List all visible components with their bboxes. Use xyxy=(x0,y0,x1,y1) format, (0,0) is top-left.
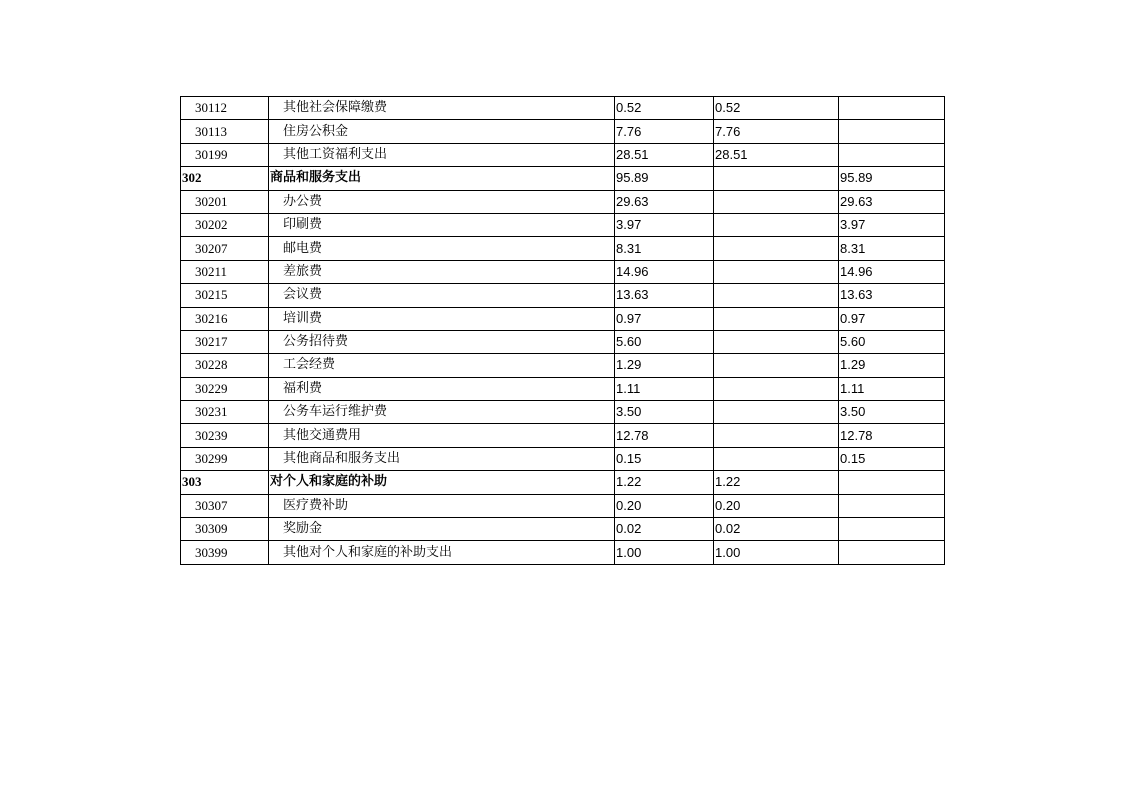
table-body xyxy=(181,97,945,565)
basic-expenditure-cell xyxy=(714,401,839,424)
project-expenditure-cell: 8.31 xyxy=(839,237,945,260)
economic-code-cell: 30112 xyxy=(181,97,269,120)
economic-code-cell: 30299 xyxy=(181,447,269,470)
basic-expenditure-cell xyxy=(714,307,839,330)
item-name-cell: 差旅费 xyxy=(269,260,615,283)
table-row xyxy=(181,494,945,517)
table-row xyxy=(181,424,945,447)
project-expenditure-cell xyxy=(839,97,945,120)
project-expenditure-cell: 0.97 xyxy=(839,307,945,330)
item-name-cell: 公务招待费 xyxy=(269,330,615,353)
economic-code-cell: 30207 xyxy=(181,237,269,260)
item-name-cell: 会议费 xyxy=(269,284,615,307)
total-amount-cell: 5.60 xyxy=(615,330,714,353)
total-amount-cell: 7.76 xyxy=(615,120,714,143)
project-expenditure-cell xyxy=(839,471,945,494)
project-expenditure-cell: 14.96 xyxy=(839,260,945,283)
item-name-cell: 住房公积金 xyxy=(269,120,615,143)
total-amount-cell: 13.63 xyxy=(615,284,714,307)
total-amount-cell: 95.89 xyxy=(615,167,714,190)
basic-expenditure-cell xyxy=(714,354,839,377)
basic-expenditure-cell xyxy=(714,330,839,353)
category-row xyxy=(181,167,945,190)
economic-code-cell: 30211 xyxy=(181,260,269,283)
basic-expenditure-cell xyxy=(714,424,839,447)
total-amount-cell: 28.51 xyxy=(615,143,714,166)
expenditure-table xyxy=(180,96,945,565)
project-expenditure-cell xyxy=(839,541,945,564)
table-row xyxy=(181,447,945,470)
project-expenditure-cell: 13.63 xyxy=(839,284,945,307)
table-row xyxy=(181,377,945,400)
basic-expenditure-cell xyxy=(714,237,839,260)
item-name-cell: 工会经费 xyxy=(269,354,615,377)
total-amount-cell: 14.96 xyxy=(615,260,714,283)
economic-code-cell: 30216 xyxy=(181,307,269,330)
total-amount-cell: 3.50 xyxy=(615,401,714,424)
table-row xyxy=(181,307,945,330)
basic-expenditure-cell: 0.02 xyxy=(714,518,839,541)
total-amount-cell: 1.29 xyxy=(615,354,714,377)
basic-expenditure-cell xyxy=(714,447,839,470)
project-expenditure-cell xyxy=(839,143,945,166)
total-amount-cell: 0.52 xyxy=(615,97,714,120)
project-expenditure-cell: 1.11 xyxy=(839,377,945,400)
economic-code-cell: 30217 xyxy=(181,330,269,353)
total-amount-cell: 3.97 xyxy=(615,213,714,236)
table-row xyxy=(181,120,945,143)
basic-expenditure-cell xyxy=(714,167,839,190)
table-row xyxy=(181,284,945,307)
item-name-cell: 印刷费 xyxy=(269,213,615,236)
economic-code-cell: 30215 xyxy=(181,284,269,307)
total-amount-cell: 1.22 xyxy=(615,471,714,494)
economic-code-cell: 30201 xyxy=(181,190,269,213)
item-name-cell: 其他工资福利支出 xyxy=(269,143,615,166)
item-name-cell: 培训费 xyxy=(269,307,615,330)
economic-code-cell: 302 xyxy=(181,167,269,190)
item-name-cell: 邮电费 xyxy=(269,237,615,260)
table-row xyxy=(181,97,945,120)
total-amount-cell: 0.97 xyxy=(615,307,714,330)
table-row xyxy=(181,354,945,377)
economic-code-cell: 30309 xyxy=(181,518,269,541)
item-name-cell: 其他社会保障缴费 xyxy=(269,97,615,120)
economic-code-cell: 30239 xyxy=(181,424,269,447)
total-amount-cell: 0.15 xyxy=(615,447,714,470)
basic-expenditure-cell: 1.00 xyxy=(714,541,839,564)
economic-code-cell: 30199 xyxy=(181,143,269,166)
project-expenditure-cell xyxy=(839,518,945,541)
basic-expenditure-cell: 1.22 xyxy=(714,471,839,494)
item-name-cell: 商品和服务支出 xyxy=(269,167,615,190)
total-amount-cell: 12.78 xyxy=(615,424,714,447)
project-expenditure-cell xyxy=(839,120,945,143)
table-row xyxy=(181,143,945,166)
project-expenditure-cell: 95.89 xyxy=(839,167,945,190)
table-row xyxy=(181,330,945,353)
total-amount-cell: 1.11 xyxy=(615,377,714,400)
item-name-cell: 其他对个人和家庭的补助支出 xyxy=(269,541,615,564)
table-row xyxy=(181,237,945,260)
project-expenditure-cell: 12.78 xyxy=(839,424,945,447)
project-expenditure-cell: 29.63 xyxy=(839,190,945,213)
basic-expenditure-cell: 28.51 xyxy=(714,143,839,166)
table-row xyxy=(181,518,945,541)
total-amount-cell: 0.02 xyxy=(615,518,714,541)
category-row xyxy=(181,471,945,494)
table-row xyxy=(181,190,945,213)
basic-expenditure-cell: 0.20 xyxy=(714,494,839,517)
total-amount-cell: 1.00 xyxy=(615,541,714,564)
table-row xyxy=(181,541,945,564)
item-name-cell: 医疗费补助 xyxy=(269,494,615,517)
economic-code-cell: 30231 xyxy=(181,401,269,424)
basic-expenditure-cell xyxy=(714,213,839,236)
project-expenditure-cell: 1.29 xyxy=(839,354,945,377)
economic-code-cell: 303 xyxy=(181,471,269,494)
basic-expenditure-cell xyxy=(714,190,839,213)
item-name-cell: 办公费 xyxy=(269,190,615,213)
basic-expenditure-cell xyxy=(714,377,839,400)
item-name-cell: 奖励金 xyxy=(269,518,615,541)
basic-expenditure-cell: 0.52 xyxy=(714,97,839,120)
project-expenditure-cell xyxy=(839,494,945,517)
item-name-cell: 公务车运行维护费 xyxy=(269,401,615,424)
economic-code-cell: 30307 xyxy=(181,494,269,517)
economic-code-cell: 30202 xyxy=(181,213,269,236)
item-name-cell: 其他交通费用 xyxy=(269,424,615,447)
item-name-cell: 福利费 xyxy=(269,377,615,400)
total-amount-cell: 0.20 xyxy=(615,494,714,517)
project-expenditure-cell: 3.97 xyxy=(839,213,945,236)
project-expenditure-cell: 5.60 xyxy=(839,330,945,353)
economic-code-cell: 30399 xyxy=(181,541,269,564)
basic-expenditure-cell: 7.76 xyxy=(714,120,839,143)
table-row xyxy=(181,401,945,424)
total-amount-cell: 8.31 xyxy=(615,237,714,260)
table-row xyxy=(181,260,945,283)
economic-code-cell: 30113 xyxy=(181,120,269,143)
item-name-cell: 其他商品和服务支出 xyxy=(269,447,615,470)
table-row xyxy=(181,213,945,236)
basic-expenditure-cell xyxy=(714,260,839,283)
economic-code-cell: 30229 xyxy=(181,377,269,400)
economic-code-cell: 30228 xyxy=(181,354,269,377)
project-expenditure-cell: 3.50 xyxy=(839,401,945,424)
project-expenditure-cell: 0.15 xyxy=(839,447,945,470)
budget-sheet xyxy=(180,96,944,565)
total-amount-cell: 29.63 xyxy=(615,190,714,213)
basic-expenditure-cell xyxy=(714,284,839,307)
item-name-cell: 对个人和家庭的补助 xyxy=(269,471,615,494)
